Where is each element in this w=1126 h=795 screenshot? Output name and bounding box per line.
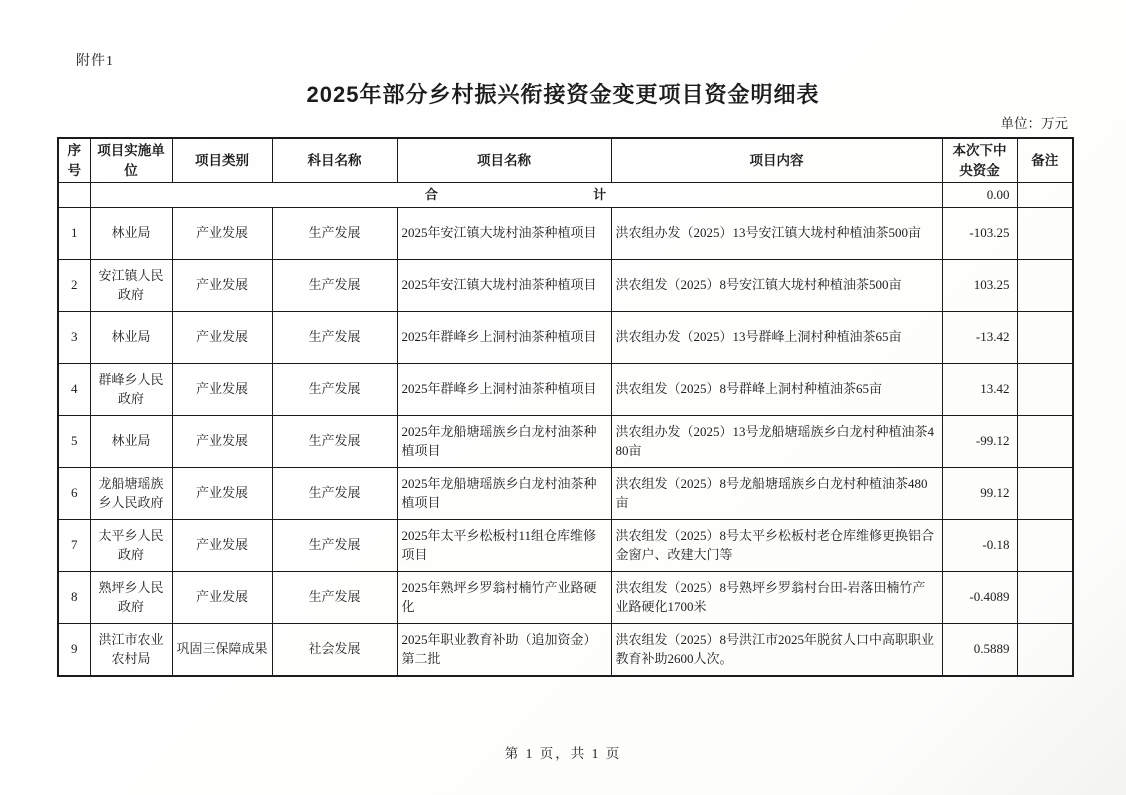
cell-subject: 社会发展 — [272, 624, 397, 677]
cell-subject: 生产发展 — [272, 208, 397, 260]
cell-note — [1017, 572, 1073, 624]
cell-unit: 龙船塘瑶族乡人民政府 — [90, 468, 172, 520]
cell-content: 洪农组发（2025）8号洪江市2025年脱贫人口中高职职业教育补助2600人次。 — [611, 624, 942, 677]
cell-amount: 99.12 — [942, 468, 1017, 520]
cell-project: 2025年群峰乡上洞村油茶种植项目 — [397, 312, 611, 364]
cell-no: 8 — [58, 572, 90, 624]
col-project-name: 项目名称 — [397, 138, 611, 183]
total-label-cell: 合 计 — [90, 183, 942, 208]
cell-project: 2025年职业教育补助（追加资金）第二批 — [397, 624, 611, 677]
cell-project: 2025年龙船塘瑶族乡白龙村油茶种植项目 — [397, 416, 611, 468]
cell-project: 2025年太平乡松板村11组仓库维修项目 — [397, 520, 611, 572]
cell-subject: 生产发展 — [272, 468, 397, 520]
attachment-label: 附件1 — [76, 54, 114, 69]
cell-subject: 生产发展 — [272, 260, 397, 312]
table-body — [58, 183, 1073, 677]
cell-note — [1017, 208, 1073, 260]
cell-amount: -103.25 — [942, 208, 1017, 260]
table-row — [58, 520, 1073, 572]
col-implementing-unit: 项目实施单位 — [90, 138, 172, 183]
cell-content: 洪农组发（2025）8号太平乡松板村老仓库维修更换铝合金窗户、改建大门等 — [611, 520, 942, 572]
cell-category: 巩固三保障成果 — [172, 624, 272, 677]
cell-amount: 13.42 — [942, 364, 1017, 416]
cell-content: 洪农组发（2025）8号熟坪乡罗翁村台田-岩落田楠竹产业路硬化1700米 — [611, 572, 942, 624]
cell-no: 7 — [58, 520, 90, 572]
header-row — [58, 138, 1073, 183]
table-row — [58, 416, 1073, 468]
total-serial-cell — [58, 183, 90, 208]
cell-category: 产业发展 — [172, 520, 272, 572]
col-remarks: 备注 — [1017, 138, 1073, 183]
col-project-category: 项目类别 — [172, 138, 272, 183]
total-row — [58, 183, 1073, 208]
cell-no: 4 — [58, 364, 90, 416]
table-row — [58, 624, 1073, 677]
cell-category: 产业发展 — [172, 416, 272, 468]
cell-subject: 生产发展 — [272, 312, 397, 364]
cell-unit: 安江镇人民政府 — [90, 260, 172, 312]
col-central-funds: 本次下中央资金 — [942, 138, 1017, 183]
cell-category: 产业发展 — [172, 468, 272, 520]
cell-amount: -0.18 — [942, 520, 1017, 572]
cell-project: 2025年群峰乡上洞村油茶种植项目 — [397, 364, 611, 416]
table-row — [58, 468, 1073, 520]
table-row — [58, 312, 1073, 364]
cell-no: 2 — [58, 260, 90, 312]
table-row — [58, 364, 1073, 416]
cell-category: 产业发展 — [172, 364, 272, 416]
cell-unit: 林业局 — [90, 312, 172, 364]
cell-category: 产业发展 — [172, 572, 272, 624]
cell-unit: 洪江市农业农村局 — [90, 624, 172, 677]
cell-note — [1017, 260, 1073, 312]
cell-amount: 0.5889 — [942, 624, 1017, 677]
col-serial: 序号 — [58, 138, 90, 183]
cell-unit: 林业局 — [90, 416, 172, 468]
cell-note — [1017, 312, 1073, 364]
cell-project: 2025年熟坪乡罗翁村楠竹产业路硬化 — [397, 572, 611, 624]
cell-category: 产业发展 — [172, 208, 272, 260]
cell-content: 洪农组发（2025）8号安江镇大垅村种植油茶500亩 — [611, 260, 942, 312]
cell-content: 洪农组办发（2025）13号群峰上洞村种植油茶65亩 — [611, 312, 942, 364]
cell-content: 洪农组发（2025）8号群峰上洞村种植油茶65亩 — [611, 364, 942, 416]
cell-project: 2025年安江镇大垅村油茶种植项目 — [397, 208, 611, 260]
cell-subject: 生产发展 — [272, 520, 397, 572]
page-footer: 第 1 页，共 1 页 — [504, 746, 622, 761]
table-header — [58, 138, 1073, 183]
cell-amount: 103.25 — [942, 260, 1017, 312]
table-row — [58, 572, 1073, 624]
cell-content: 洪农组办发（2025）13号龙船塘瑶族乡白龙村种植油茶480亩 — [611, 416, 942, 468]
cell-note — [1017, 364, 1073, 416]
table-row — [58, 208, 1073, 260]
unit-label: 单位：万元 — [1000, 116, 1068, 131]
cell-note — [1017, 416, 1073, 468]
cell-note — [1017, 520, 1073, 572]
cell-category: 产业发展 — [172, 260, 272, 312]
total-note-cell — [1017, 183, 1073, 208]
cell-category: 产业发展 — [172, 312, 272, 364]
table-row — [58, 260, 1073, 312]
cell-amount: -99.12 — [942, 416, 1017, 468]
cell-note — [1017, 468, 1073, 520]
cell-subject: 生产发展 — [272, 364, 397, 416]
cell-content: 洪农组发（2025）8号龙船塘瑶族乡白龙村种植油茶480亩 — [611, 468, 942, 520]
cell-project: 2025年龙船塘瑶族乡白龙村油茶种植项目 — [397, 468, 611, 520]
total-amount-cell: 0.00 — [942, 183, 1017, 208]
cell-subject: 生产发展 — [272, 572, 397, 624]
cell-content: 洪农组办发（2025）13号安江镇大垅村种植油茶500亩 — [611, 208, 942, 260]
cell-project: 2025年安江镇大垅村油茶种植项目 — [397, 260, 611, 312]
cell-no: 6 — [58, 468, 90, 520]
cell-unit: 群峰乡人民政府 — [90, 364, 172, 416]
col-project-content: 项目内容 — [611, 138, 942, 183]
cell-amount: -0.4089 — [942, 572, 1017, 624]
cell-no: 3 — [58, 312, 90, 364]
cell-unit: 熟坪乡人民政府 — [90, 572, 172, 624]
cell-no: 1 — [58, 208, 90, 260]
cell-note — [1017, 624, 1073, 677]
cell-no: 9 — [58, 624, 90, 677]
col-subject-name: 科目名称 — [272, 138, 397, 183]
fund-detail-table — [57, 137, 1074, 677]
cell-amount: -13.42 — [942, 312, 1017, 364]
cell-no: 5 — [58, 416, 90, 468]
cell-subject: 生产发展 — [272, 416, 397, 468]
page-title: 2025年部分乡村振兴衔接资金变更项目资金明细表 — [306, 82, 820, 107]
cell-unit: 太平乡人民政府 — [90, 520, 172, 572]
cell-unit: 林业局 — [90, 208, 172, 260]
